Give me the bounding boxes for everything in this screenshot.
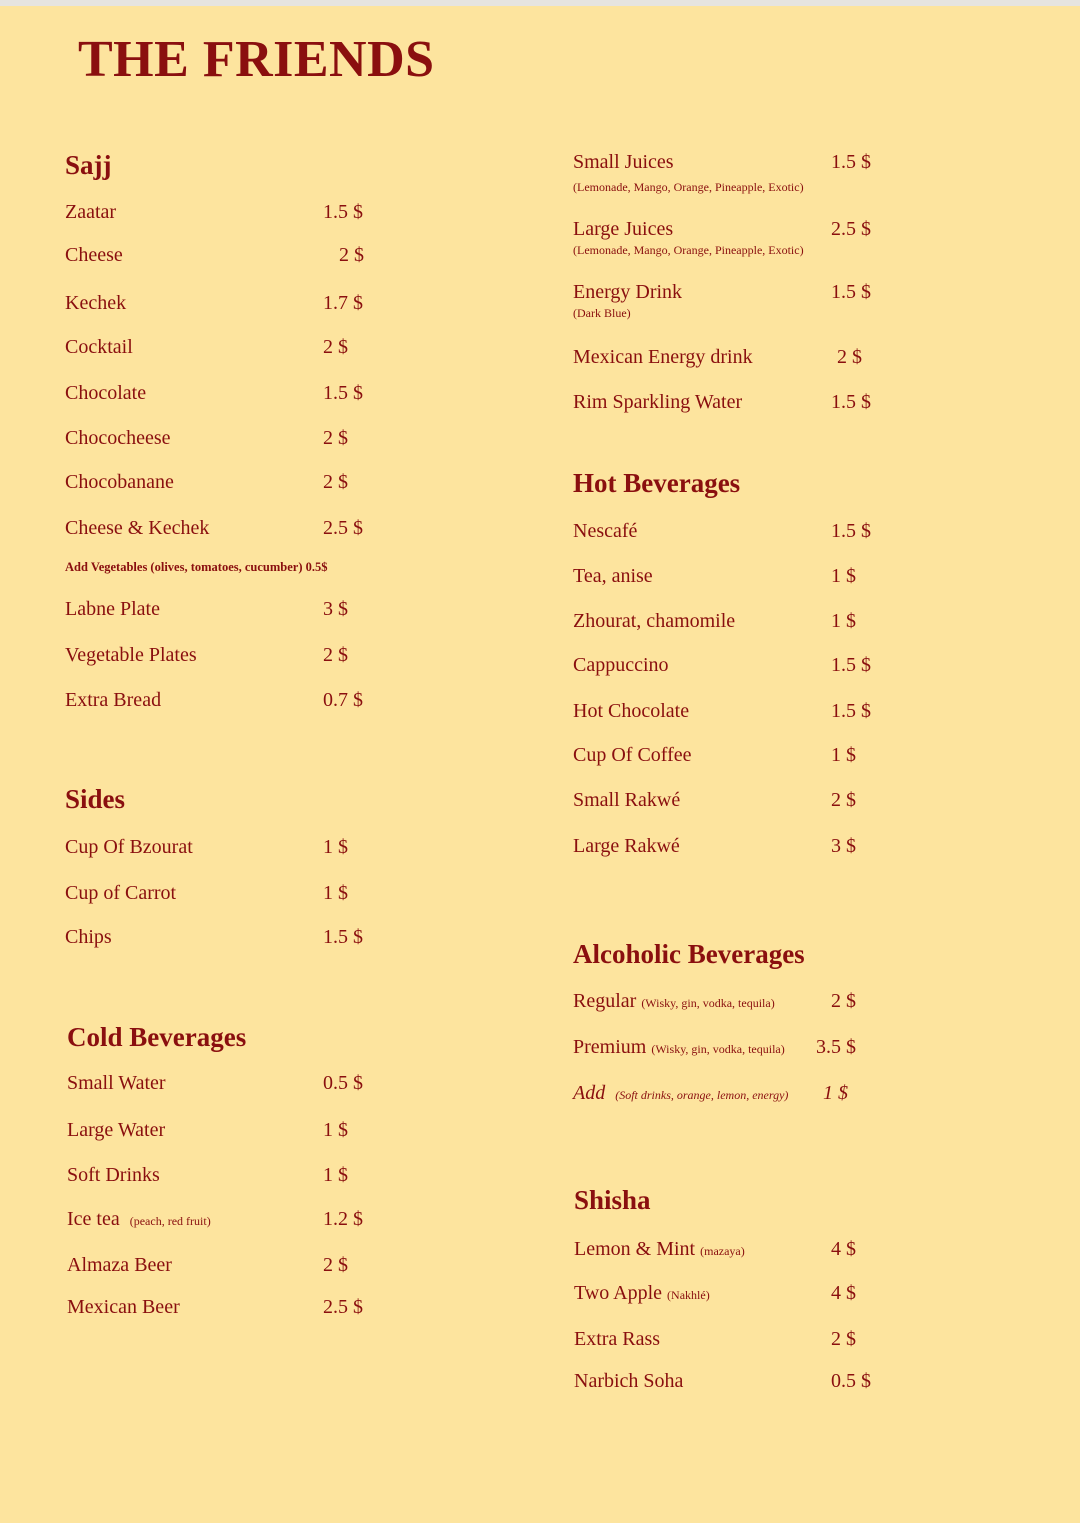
menu-item-price: 1.5 $ [323,926,363,948]
menu-item-name: Small Rakwé [573,789,681,811]
menu-item-name: Two Apple (Nakhlé) [574,1282,710,1304]
menu-item-name: Small Water [67,1072,166,1094]
menu-item-note: (Nakhlé) [667,1288,710,1302]
menu-item-price: 2 $ [323,336,348,358]
menu-item-price: 2 $ [339,244,364,266]
menu-item-name: Mexican Beer [67,1296,180,1318]
menu-item-name: Add (Soft drinks, orange, lemon, energy) [573,1082,789,1104]
menu-item-name: Nescafé [573,520,638,542]
menu-item-price: 1.5 $ [831,151,871,173]
menu-item-price: 0.5 $ [831,1370,871,1392]
menu-item-name: Regular (Wisky, gin, vodka, tequila) [573,990,775,1012]
menu-item-name: Rim Sparkling Water [573,391,743,413]
menu-item-note: (Dark Blue) [573,306,631,320]
menu-item-price: 1.5 $ [831,654,871,676]
section-title-sides: Sides [65,784,126,814]
menu-item-price: 1.2 $ [323,1208,363,1230]
menu-item-price: 4 $ [831,1282,856,1304]
menu-item-name: Chococheese [65,427,171,449]
menu-item-name: Premium (Wisky, gin, vodka, tequila) [573,1036,785,1058]
menu-item-name: Large Water [67,1119,166,1141]
menu-item-name: Cheese [65,244,123,266]
menu-item-price: 1 $ [831,565,856,587]
menu-item-name: Cup Of Coffee [573,744,692,766]
menu-item-name: Labne Plate [65,598,160,620]
menu-item-name: Chips [65,926,112,948]
menu-item-price: 2 $ [837,346,862,368]
menu-item-price: 3 $ [323,598,348,620]
menu-item-note: (Wisky, gin, vodka, tequila) [651,1042,785,1056]
menu-item-price: 2.5 $ [323,517,363,539]
menu-item-name: Lemon & Mint (mazaya) [574,1238,745,1260]
menu-item-name: Small Juices [573,151,674,173]
menu-item-price: 1.5 $ [831,391,871,413]
menu-item-price: 1.5 $ [831,700,871,722]
menu-item-price: 2 $ [323,644,348,666]
menu-item-price: 2 $ [323,471,348,493]
menu-item-price: 1 $ [323,882,348,904]
menu-item-name: Extra Bread [65,689,162,711]
menu-item-name: Large Juices [573,218,674,240]
menu-item-price: 2.5 $ [323,1296,363,1318]
menu-item-name: Energy Drink [573,281,683,303]
menu-item-note: (Lemonade, Mango, Orange, Pineapple, Exotic) [573,180,804,194]
menu-item-name: Cappuccino [573,654,669,676]
menu-item-name: Tea, anise [573,565,653,587]
menu-item-name: Vegetable Plates [65,644,197,666]
menu-item-price: 1 $ [323,836,348,858]
menu-item-price: 1 $ [823,1082,848,1104]
section-title-hot-beverages: Hot Beverages [573,468,741,498]
menu-item-note: (mazaya) [700,1244,745,1258]
menu-item-name: Narbich Soha [574,1370,684,1392]
menu-item-name: Zaatar [65,201,117,223]
menu-item-price: 3.5 $ [816,1036,856,1058]
menu-item-price: 2 $ [831,1328,856,1350]
menu-item-name: Almaza Beer [67,1254,172,1276]
restaurant-title: THE FRIENDS [78,31,435,88]
add-vegetables-note: Add Vegetables (olives, tomatoes, cucumber) 0.5$ [65,560,328,574]
menu-item-note: (peach, red fruit) [129,1214,211,1228]
menu-item-name: Kechek [65,292,127,314]
menu-item-price: 1 $ [831,744,856,766]
menu-item-name: Chocobanane [65,471,174,493]
section-title-alcoholic-beverages: Alcoholic Beverages [573,939,805,969]
menu-item-name: Cocktail [65,336,133,358]
top-strip [0,0,1080,6]
menu-item-name: Zhourat, chamomile [573,610,736,632]
menu-item-price: 2 $ [323,427,348,449]
section-title-shisha: Shisha [574,1185,651,1215]
menu-item-price: 2 $ [831,789,856,811]
menu-item-price: 0.7 $ [323,689,363,711]
menu-item-price: 2.5 $ [831,218,871,240]
menu-item-name: Cheese & Kechek [65,517,210,539]
menu-item-price: 1 $ [323,1164,348,1186]
menu-item-price: 2 $ [831,990,856,1012]
menu-item-price: 1.5 $ [831,520,871,542]
section-title-sajj: Sajj [65,150,112,180]
menu-item-note: (Wisky, gin, vodka, tequila) [641,996,775,1010]
menu-item-price: 1.5 $ [831,281,871,303]
menu-item-name: Hot Chocolate [573,700,690,722]
menu-item-name: Mexican Energy drink [573,346,753,368]
menu-item-price: 0.5 $ [323,1072,363,1094]
menu-item-name: Extra Rass [574,1328,661,1350]
menu-item-price: 4 $ [831,1238,856,1260]
menu-item-name: Large Rakwé [573,835,680,857]
menu-item-price: 2 $ [323,1254,348,1276]
menu-item-price: 1.5 $ [323,201,363,223]
menu-item-price: 1.7 $ [323,292,363,314]
menu-item-name: Chocolate [65,382,147,404]
menu-item-price: 1 $ [831,610,856,632]
section-title-cold-beverages: Cold Beverages [67,1022,247,1052]
menu-item-name: Ice tea (peach, red fruit) [67,1208,211,1230]
menu-item-note: (Soft drinks, orange, lemon, energy) [615,1088,789,1102]
menu-item-name: Cup Of Bzourat [65,836,193,858]
menu-item-price: 3 $ [831,835,856,857]
menu-item-name: Soft Drinks [67,1164,160,1186]
menu-item-name: Cup of Carrot [65,882,177,904]
menu-item-price: 1 $ [323,1119,348,1141]
menu-item-price: 1.5 $ [323,382,363,404]
menu-item-note: (Lemonade, Mango, Orange, Pineapple, Exotic) [573,243,804,257]
